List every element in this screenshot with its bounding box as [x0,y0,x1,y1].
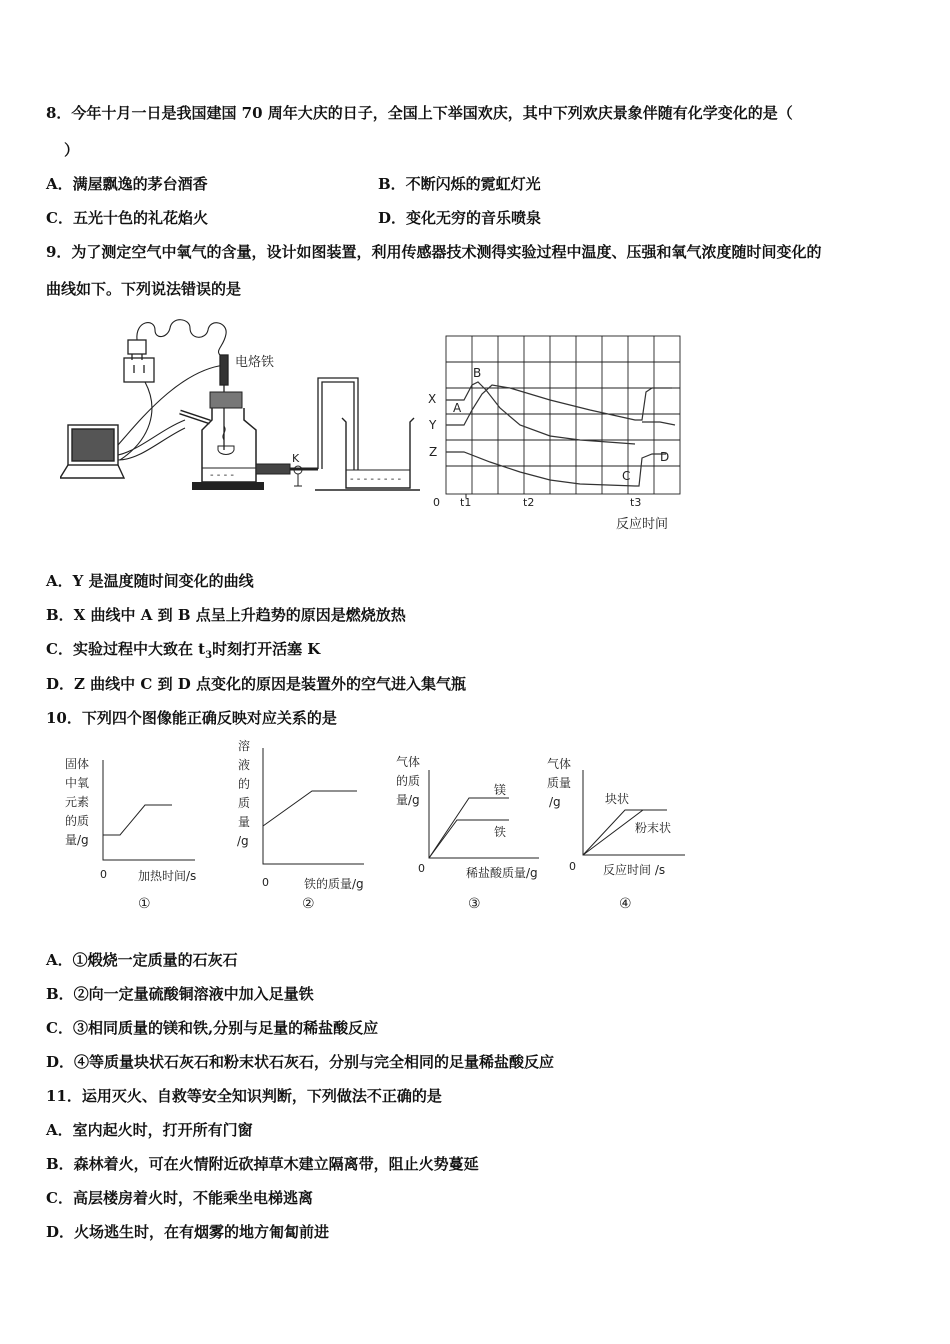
point-label-a: A [453,401,462,415]
q9-stem-line2: 曲线如下。下列说法错误的是 [46,280,242,298]
g2-xlabel: 铁的质量/g [304,877,364,891]
point-label-b: B [473,366,482,380]
q8-option-b: B．不断闪烁的霓虹灯光 [378,175,541,193]
q11-option-a: A．室内起火时，打开所有门窗 [46,1121,253,1139]
q10-option-a: A．①煅烧一定质量的石灰石 [46,951,238,969]
q11-option-b: B．森林着火，可在火情附近砍掉草木建立隔离带，阻止火势蔓延 [46,1155,479,1173]
g1-line [103,805,172,835]
tick-t1: t1 [460,496,472,509]
g4-ylabel-2: /g [549,795,561,809]
tick-t3: t3 [630,496,642,509]
g3-series-fe: 铁 [494,825,507,839]
q9-option-d: D．Z 曲线中 C 到 D 点变化的原因是装置外的空气进入集气瓶 [46,675,467,693]
g1-ylabel-1: 中氧 [65,776,90,790]
g2-ylabel-5: /g [237,834,249,848]
g4-ylabel-0: 气体 [547,757,572,771]
g2-ylabel-3: 质 [238,796,251,810]
q9-option-c-tail: 时刻打开活塞 K [212,640,321,658]
svg-text:- - - -: - - - - [210,470,234,481]
q10-graph-1 [60,750,220,920]
q8-option-c: C．五光十色的礼花焰火 [46,209,208,227]
g1-xlabel: 加热时间/s [138,869,197,883]
q9-option-a: A．Y 是温度随时间变化的曲线 [46,572,254,590]
g2-ylabel-4: 量 [238,815,251,829]
q11-stem: 11．运用灭火、自救等安全知识判断，下列做法不正确的是 [46,1087,442,1105]
g2-ylabel-0: 溶 [238,739,251,753]
curve-label-y: Y [429,418,437,432]
g3-ylabel-0: 气体 [396,755,421,769]
q8-stem-end: ） [64,141,80,159]
g4-xlabel: 反应时间 /s [603,863,666,877]
g1-ylabel-0: 固体 [65,757,90,771]
point-label-d: D [660,450,670,464]
curve-label-x: X [428,392,437,406]
sensor-graph [420,330,695,535]
g4-ylabel-1: 质量 [547,776,572,790]
q8-stem: 8．今年十月一日是我国建国 70 周年大庆的日子，全国上下举国欢庆，其中下列欢庆景象伴随有化学变化的是（ [46,104,793,122]
q8-option-d: D．变化无穷的音乐喷泉 [378,209,542,227]
q9-option-b: B．X 曲线中 A 到 B 点呈上升趋势的原因是燃烧放热 [46,606,406,624]
valve-k-label: K [292,452,300,465]
apparatus-figure [60,310,425,500]
g1-number: ① [138,896,151,912]
tick-t2: t2 [523,496,535,509]
g2-origin: 0 [262,876,269,889]
g2-line [263,791,357,826]
q9-option-c [46,638,320,661]
curve-x-tail [642,422,675,425]
wire-coil [137,320,226,355]
soldering-iron-label: 电烙铁 [235,355,275,370]
g3-xlabel: 稀盐酸质量/g [466,866,538,880]
stopper [210,392,242,408]
curve-y [446,385,672,425]
g2-ylabel-2: 的 [238,777,251,791]
q10-option-c: C．③相同质量的镁和铁,分别与足量的稀盐酸反应 [46,1019,379,1037]
g2-number: ② [302,896,315,912]
curve-label-z: Z [429,445,438,459]
g2-ylabel-1: 液 [238,758,251,772]
g1-ylabel-4: 量/g [65,833,89,847]
g3-ylabel-2: 量/g [396,793,420,807]
graph-xlabel: 反应时间 [616,517,669,532]
g4-series-lump: 块状 [605,792,630,806]
laptop-icon [60,425,124,478]
g1-ylabel-2: 元素 [65,795,90,809]
g1-origin: 0 [100,868,107,881]
q10-graph-3 [394,750,554,920]
q10-graph-4 [545,750,695,920]
graph-grid [446,336,680,494]
g3-series-mg: 镁 [494,783,507,797]
q10-option-b: B．②向一定量硫酸铜溶液中加入足量铁 [46,985,314,1003]
g3-number: ③ [468,896,481,912]
svg-text:- - - - - - - -: - - - - - - - - [350,474,402,485]
q9-option-c-head: C．实验过程中大致在 t [46,640,206,658]
g4-origin: 0 [569,860,576,873]
g4-number: ④ [619,896,632,912]
q9-stem-line1: 9．为了测定空气中氧气的含量，设计如图装置，利用传感器技术测得实验过程中温度、压强和氧气浓度随时间变化的 [46,243,822,261]
g4-series-powder: 粉末状 [635,821,672,835]
q8-option-a: A．满屋飘逸的茅台酒香 [46,175,208,193]
g3-origin: 0 [418,862,425,875]
point-label-c: C [622,469,631,483]
curve-x [446,382,635,444]
q9-option-c-subscript: 3 [205,650,213,661]
graph-origin: 0 [433,496,440,509]
q11-option-c: C．高层楼房着火时，不能乘坐电梯逃离 [46,1189,313,1207]
q10-graph-2 [232,736,382,920]
g1-ylabel-3: 的质 [65,814,90,828]
q10-option-d: D．④等质量块状石灰石和粉末状石灰石，分别与完全相同的足量稀盐酸反应 [46,1053,555,1071]
q10-stem: 10．下列四个图像能正确反映对应关系的是 [46,709,337,727]
g3-ylabel-1: 的质 [396,774,421,788]
socket-icon [124,340,154,382]
curve-z [446,452,666,486]
q11-option-d: D．火场逃生时，在有烟雾的地方匍匐前进 [46,1223,330,1241]
